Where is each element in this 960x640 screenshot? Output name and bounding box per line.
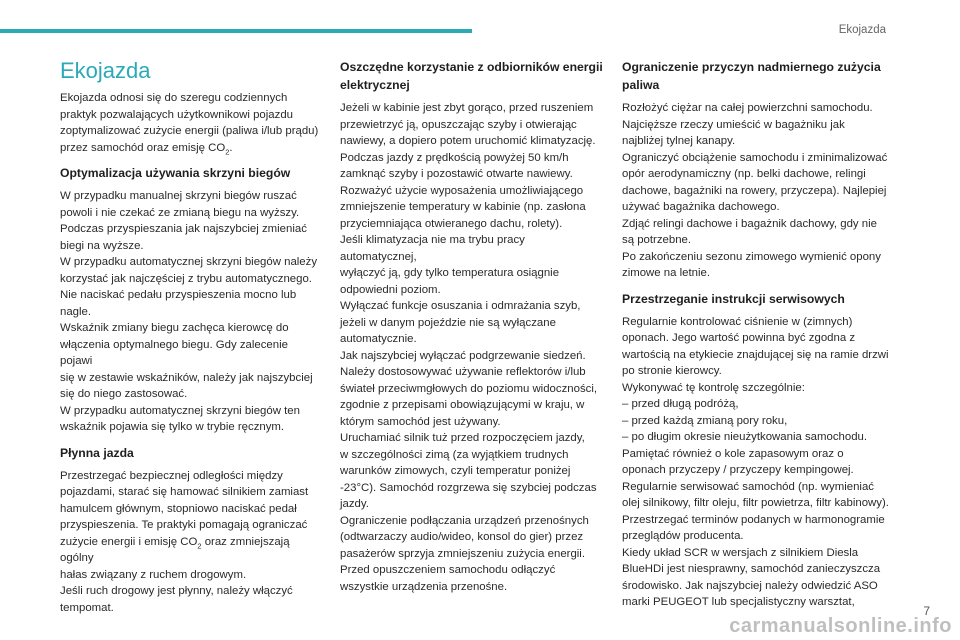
text-line: zamknąć szyby i pozostawić otwarte nawiewy.: [340, 168, 573, 180]
text-line: Zdjąć relingi dachowe i bagażnik dachowy, gdy nie: [622, 217, 877, 230]
intro-paragraph: [60, 90, 322, 156]
text-line: Rozważyć użycie wyposażenia umożliwiającego: [340, 184, 584, 197]
text-line: środowisko. Jak najszybciej należy odwiedzić ASO: [622, 579, 878, 592]
column-1: [60, 56, 322, 624]
text-fragment: .: [229, 141, 233, 154]
text-line: jazdy.: [340, 498, 369, 510]
text-line: korzystać jak najczęściej z trybu automatycznego.: [60, 272, 312, 285]
electrical-paragraph: [340, 100, 604, 595]
page-title: Ekojazda: [60, 58, 151, 83]
text-line: dachowe, bagażniki na rowery, przyczepa). Najlepiej: [622, 184, 887, 197]
text-line: oponach. Jego wartość powinna być zgodna z: [622, 332, 856, 344]
text-line: Ograniczyć obciążenie samochodu i zminimalizować: [622, 151, 888, 164]
text-line: Jeżeli w kabinie jest zbyt gorąco, przed ruszeniem: [340, 102, 594, 114]
text-line: automatycznie.: [340, 333, 417, 345]
text-line: wyłączyć ją, gdy tylko temperatura osiągnie: [340, 267, 560, 279]
column-3: [622, 56, 892, 619]
text-fragment: przez samochód oraz emisję CO: [60, 141, 226, 154]
text-line: wartością na etykiecie znajdującej się na ramie drzwi: [622, 348, 889, 361]
text-line: Należy dostosowywać używanie reflektorów i/lub: [340, 366, 586, 378]
text-line: -23°C). Samochód rozgrzewa się szybciej podczas: [340, 481, 597, 494]
text-line: Jak najszybciej wyłączać podgrzewanie siedzeń.: [340, 349, 586, 362]
column-2: [340, 56, 604, 603]
fuel-paragraph: [622, 100, 892, 282]
text-line: W przypadku automatycznej skrzyni biegów ten: [60, 404, 300, 417]
text-line: przyciemniająca otwieranego dachu, rolety).: [340, 217, 563, 230]
page-number: 7: [923, 604, 930, 618]
text-line: nagle.: [60, 305, 92, 318]
text-line: wskaźnik pojawia się tylko w trybie ręcznym.: [60, 421, 285, 433]
text-line: pojazdami, starać się hamować silnikiem zamiast: [60, 486, 309, 498]
text-line: Jeśli klimatyzacja nie ma trybu pracy automatycznej,: [340, 234, 525, 263]
section-heading-service: Przestrzeganie instrukcji serwisowych: [622, 291, 845, 306]
list-item: – przed każdą zmianą pory roku,: [622, 414, 788, 427]
text-line: najbliżej tylnej kanapy.: [622, 135, 736, 147]
subscript: 2: [225, 146, 230, 156]
subscript: 2: [197, 540, 202, 550]
text-line: zimowe na letnie.: [622, 267, 711, 279]
text-line: powoli i nie czekać ze zmianą biegu na wyższy.: [60, 206, 300, 219]
text-line: odpowiedni poziom.: [340, 283, 441, 296]
text-line: przyspieszenia. Te praktyki pomagają ograniczać: [60, 519, 308, 531]
text-line: [60, 534, 322, 567]
text-line: Kiedy układ SCR w wersjach z silnikiem Diesla: [622, 546, 859, 559]
text-line: oponach przyczepy / przyczepy kempingowej.: [622, 464, 854, 476]
text-line: Wskaźnik zmiany biegu zachęca kierowcę do: [60, 322, 289, 334]
text-line: hamulcem głównym, stopniowo naciskać pedał: [60, 502, 297, 515]
text-line: warunków zimowych, czyli temperatur poniżej: [340, 465, 571, 477]
text-line: się do niego zastosować.: [60, 388, 188, 400]
text-line: hałas związany z ruchem drogowym.: [60, 568, 247, 581]
text-line: w szczególności zimą (za wyjątkiem trudnych: [340, 448, 569, 461]
text-line: Podczas przyspieszania jak najszybciej zmieniać: [60, 223, 307, 235]
text-line: W przypadku manualnej skrzyni biegów ruszać: [60, 190, 297, 202]
text-line: Regularnie serwisować samochód (np. wymieniać: [622, 480, 874, 493]
text-line: pasażerów sprzyja zmniejszeniu zużycia energii.: [340, 547, 586, 560]
text-line: Po zakończeniu sezonu zimowego wymienić opony: [622, 250, 881, 263]
text-line: Jeśli ruch drogowy jest płynny, należy włączyć: [60, 585, 293, 597]
text-line: Przed opuszczeniem samochodu odłączyć: [340, 564, 556, 576]
text-line: tempomat.: [60, 601, 114, 614]
text-line: W przypadku automatycznej skrzyni biegów należy: [60, 256, 318, 268]
text-line: olej silnikowy, filtr oleju, filtr powietrza, filtr kabinowy).: [622, 497, 889, 509]
text-line: opór aerodynamiczny (np. belki dachowe, relingi: [622, 168, 866, 180]
text-line: Regularnie kontrolować ciśnienie w (zimnych): [622, 315, 853, 328]
running-header: Ekojazda: [838, 24, 886, 36]
text-line: Wykonywać tę kontrolę szczególnie:: [622, 381, 805, 394]
text-line: Przestrzegać terminów podanych w harmonogramie: [622, 513, 885, 526]
text-line: zgodnie z przepisami obowiązującymi w kraju, w: [340, 399, 585, 411]
watermark: carmanualsonline.info: [729, 615, 952, 637]
text-line: przeglądów producenta.: [622, 530, 744, 542]
section-heading-fuel: Ograniczenie przyczyn nadmiernego zużycia paliwa: [622, 60, 881, 92]
text-line: świateł przeciwmgłowych do poziomu widoczności,: [340, 382, 598, 395]
section-heading-smooth-driving: Płynna jazda: [60, 445, 134, 460]
text-line: nawiewy, a dopiero potem uruchomić klimatyzację.: [340, 135, 596, 147]
text-line: którym samochód jest używany.: [340, 415, 501, 428]
text-line: praktyk pozwalających użytkownikowi pojazdu: [60, 108, 293, 121]
text-line: włączenia optymalnego biegu. Gdy zalecenie pojawi: [60, 338, 288, 367]
text-line: Rozłożyć ciężar na całej powierzchni samochodu.: [622, 102, 873, 114]
text-line: zmniejszenie temperatury w kabinie (np. zasłona: [340, 201, 586, 213]
text-line: jeżeli w danym pojeździe nie są wyłączane: [340, 316, 556, 329]
text-line: (odtwarzaczy audio/wideo, konsol do gier) przez: [340, 531, 584, 543]
section-heading-gearbox: Optymalizacja używania skrzyni biegów: [60, 166, 291, 180]
text-line: [60, 140, 322, 157]
text-line: wszystkie urządzenia przenośne.: [340, 580, 508, 593]
text-line: Ekojazda odnosi się do szeregu codziennych: [60, 92, 288, 104]
text-line: biegi na wyższe.: [60, 239, 144, 252]
smooth-driving-paragraph: [60, 468, 322, 617]
text-line: przewietrzyć ją, opuszczając szyby i otwierając: [340, 118, 577, 131]
header-accent-bar: [0, 29, 472, 33]
section-heading-electrical: Oszczędne korzystanie z odbiorników energii elektrycznej: [340, 60, 603, 92]
text-line: po stronie kierowcy.: [622, 365, 722, 377]
text-line: Przestrzegać bezpiecznej odległości między: [60, 469, 283, 482]
text-fragment: zużycie energii i emisję CO: [60, 535, 198, 548]
text-line: Pamiętać również o kole zapasowym oraz o: [622, 447, 844, 460]
text-fragment: oraz zmniejszają ogólny: [60, 535, 290, 564]
text-line: marki PEUGEOT lub specjalistyczny warsztat,: [622, 596, 855, 608]
list-item: – przed długą podróżą,: [622, 398, 739, 410]
text-line: używać bagażnika dachowego.: [622, 201, 780, 213]
text-line: Uruchamiać silnik tuż przed rozpoczęciem jazdy,: [340, 432, 585, 444]
text-line: Najcięższe rzeczy umieścić w bagażniku jak: [622, 118, 845, 131]
list-item: – po długim okresie nieużytkowania samochodu.: [622, 431, 868, 443]
gearbox-paragraph: [60, 188, 322, 436]
text-line: Ograniczenie podłączania urządzeń przenośnych: [340, 514, 589, 527]
text-line: się w zestawie wskaźników, należy jak najszybciej: [60, 371, 313, 384]
text-line: BlueHDi jest niesprawny, samochód zanieczyszcza: [622, 563, 881, 575]
text-line: są potrzebne.: [622, 234, 692, 246]
text-line: Wyłączać funkcje osuszania i odmrażania szyb,: [340, 300, 581, 312]
service-paragraph: [622, 314, 892, 611]
text-line: Nie naciskać pedału przyspieszenia mocno lub: [60, 289, 297, 301]
text-line: Podczas jazdy z prędkością powyżej 50 km/h: [340, 151, 569, 164]
text-line: zoptymalizować zużycie energii (paliwa i/lub prądu): [60, 125, 319, 137]
